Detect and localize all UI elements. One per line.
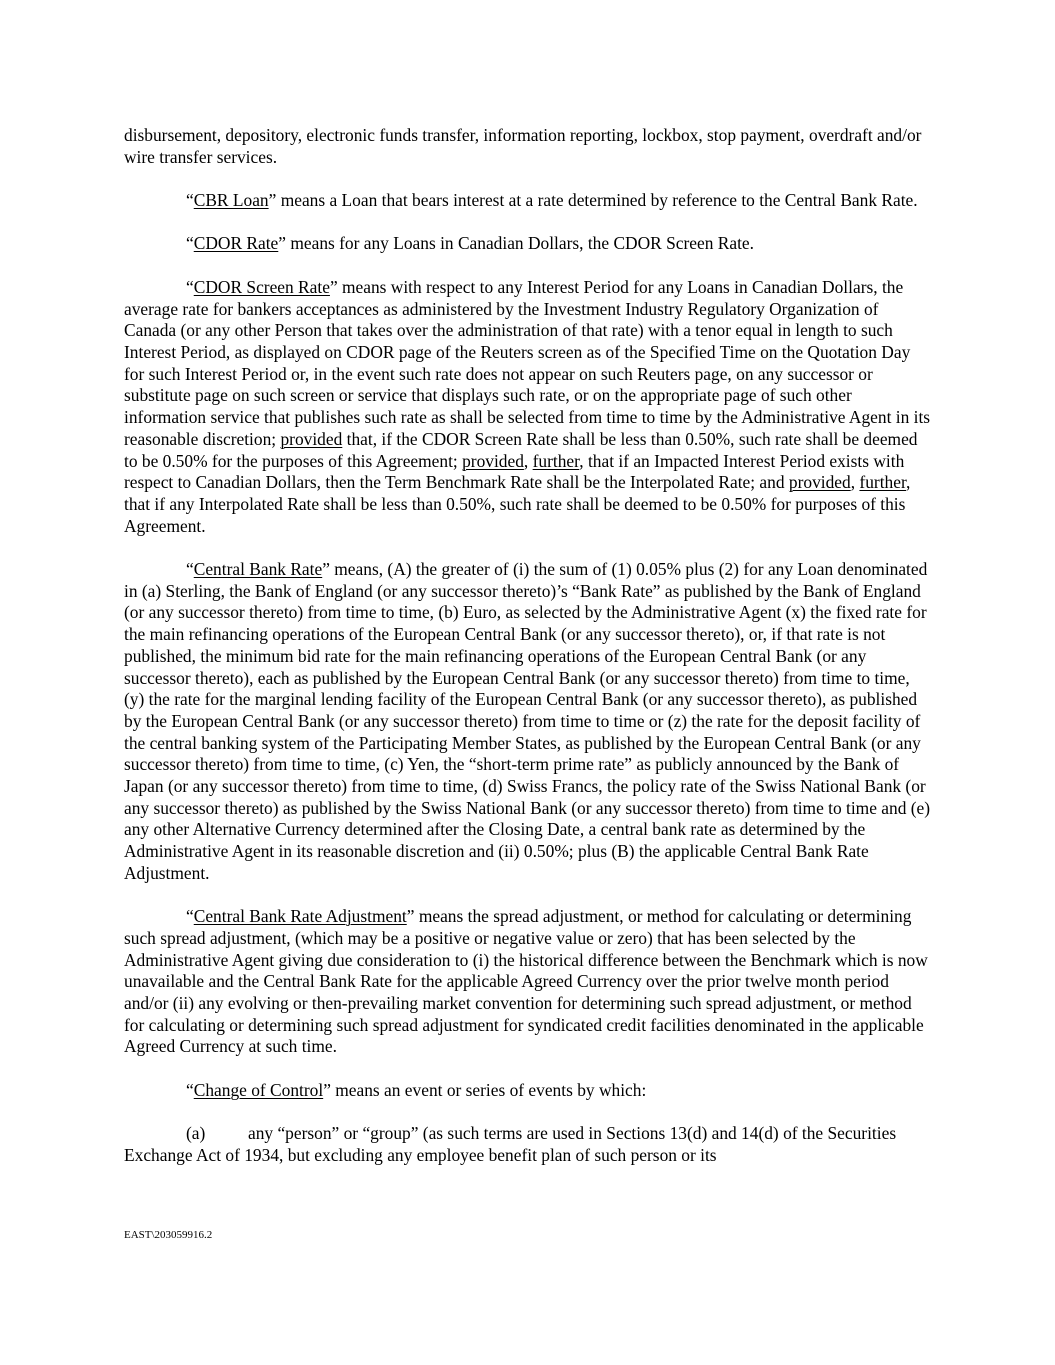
paragraph-text: disbursement, depository, electronic funds transfer, information reporting, lockbox, stop payment, overdraft and/or wire transfer services. [124, 125, 922, 167]
close-quote: ” [268, 190, 277, 211]
definition-central-bank-rate [124, 559, 932, 885]
defined-term-cdor-screen-rate: CDOR Screen Rate [193, 276, 330, 297]
definition-change-of-control [124, 1080, 932, 1102]
definition-cbr-loan [124, 190, 932, 212]
document-footer-id: EAST\203059916.2 [124, 1229, 213, 1241]
close-quote: ” [406, 906, 415, 927]
proviso-provided: provided [280, 428, 343, 449]
defined-term-cbr-loan: CBR Loan [193, 190, 269, 211]
proviso-further: further [859, 472, 907, 493]
definition-central-bank-rate-adjustment [124, 906, 932, 1058]
comma: , [850, 472, 860, 493]
definition-text: means an event or series of events by which: [330, 1079, 647, 1100]
proviso-provided: provided [462, 450, 524, 471]
open-quote: “ [186, 1079, 194, 1100]
definition-text: means for any Loans in Canadian Dollars, the CDOR Screen Rate. [286, 233, 754, 254]
defined-term-central-bank-rate-adjustment: Central Bank Rate Adjustment [193, 906, 407, 927]
defined-term-cdor-rate: CDOR Rate [193, 233, 279, 254]
paragraph-services-continuation [124, 125, 932, 168]
definition-text: means the spread adjustment, or method for calculating or determining such spread adjustment, (which may be a positive or negative value or zero) that has been selected by the Administrative Agent giving due consideration to (i) the historical difference between the Benchmark which is now unavailable and the Central Bank Rate for the applicable Agreed Currency over the prior twelve month period and/or (ii) any evolving or then-prevailing market convention for determining such spread adjustment, or method for calculating or determining such spread adjustment for syndicated credit facilities denominated in the applicable Agreed Currency at such time. [124, 906, 928, 1057]
definition-text: , that if an Impacted Interest Period exists with respect to Canadian Dollars, then the Term Benchmark Rate shall be the Interpolated Rate; and [124, 450, 905, 493]
document-page [124, 125, 932, 1167]
definition-cdor-rate [124, 233, 932, 255]
definition-text: means a Loan that bears interest at a rate determined by reference to the Central Bank Rate. [276, 190, 918, 211]
open-quote: “ [186, 233, 194, 254]
close-quote: ” [322, 559, 330, 579]
open-quote: “ [186, 276, 194, 297]
definition-text: , that if any Interpolated Rate shall be less than 0.50%, such rate shall be deemed to be 0.50% for purposes of this Agreement. [124, 472, 911, 536]
clause-text: any “person” or “group” (as such terms are used in Sections 13(d) and 14(d) of the Securities Exchange Act of 1934, but excluding any employee benefit plan of such person or its [124, 1123, 897, 1165]
close-quote: ” [323, 1079, 331, 1100]
clause-label: (a) [186, 1123, 206, 1144]
defined-term-change-of-control: Change of Control [193, 1079, 324, 1100]
definition-text: means with respect to any Interest Period for any Loans in Canadian Dollars, the average rate for bankers acceptances as administered by the Investment Industry Regulatory Organization of Canada (or any other Person that takes over the administration of that rate) with a tenor equal in length to such Interest Period, as displayed on CDOR page of the Reuters screen as of the Specified Time on the Quotation Day for such Interest Period or, in the event such rate does not appear on such Reuters page, on any successor or substitute page on such screen or service that displays such rate, or on the appropriate page of such other information service that publishes such rate as shall be selected from time to time by the Administrative Agent in its reasonable discretion; [124, 276, 931, 449]
close-quote: ” [278, 233, 287, 254]
clause-a [124, 1123, 932, 1166]
definition-text: means, (A) the greater of (i) the sum of (1) 0.05% plus (2) for any Loan denominated in (a) Sterling, the Bank of England (or any successor thereto)’s “Bank Rate” as published by the Bank of England (or any successor thereto) from time to time, (b) Euro, as selected by the Administrative Agent (x) the fixed rate for the main refinancing operations of the European Central Bank (or any successor thereto), or, if that rate is not published, the minimum bid rate for the main refinancing operations of the European Central Bank (or any successor thereto), each as published by the European Central Bank (or any successor thereto) from time to time, (y) the rate for the marginal lending facility of the European Central Bank (or any successor thereto), as published by the European Central Bank (or any successor thereto) from time to time or (z) the rate for the deposit facility of the central banking system of the Participating Member States, as published by the European Central Bank (or any successor thereto) from time to time, (c) Yen, the “short-term prime rate” as publicly announced by the Bank of Japan (or any successor thereto) from time to time, (d) Swiss Francs, the policy rate of the Swiss National Bank (or any successor thereto) as published by the Swiss National Bank (or any successor thereto) from time to time and (e) any other Alternative Currency determined after the Closing Date, a central bank rate as determined by the Administrative Agent in its reasonable discretion and (ii) 0.50%; plus (B) the applicable Central Bank Rate Adjustment. [124, 559, 931, 883]
open-quote: “ [186, 190, 194, 211]
open-quote: “ [186, 906, 194, 927]
close-quote: ” [329, 276, 338, 297]
definition-cdor-screen-rate [124, 277, 932, 537]
definition-text: that, if the CDOR Screen Rate shall be less than 0.50%, such rate shall be deemed to be 0.50% for the purposes of this Agreement; [124, 428, 918, 471]
proviso-provided: provided [788, 472, 851, 493]
proviso-further: further [532, 450, 580, 471]
defined-term-central-bank-rate: Central Bank Rate [193, 559, 323, 579]
comma: , [523, 450, 533, 471]
open-quote: “ [186, 559, 194, 579]
